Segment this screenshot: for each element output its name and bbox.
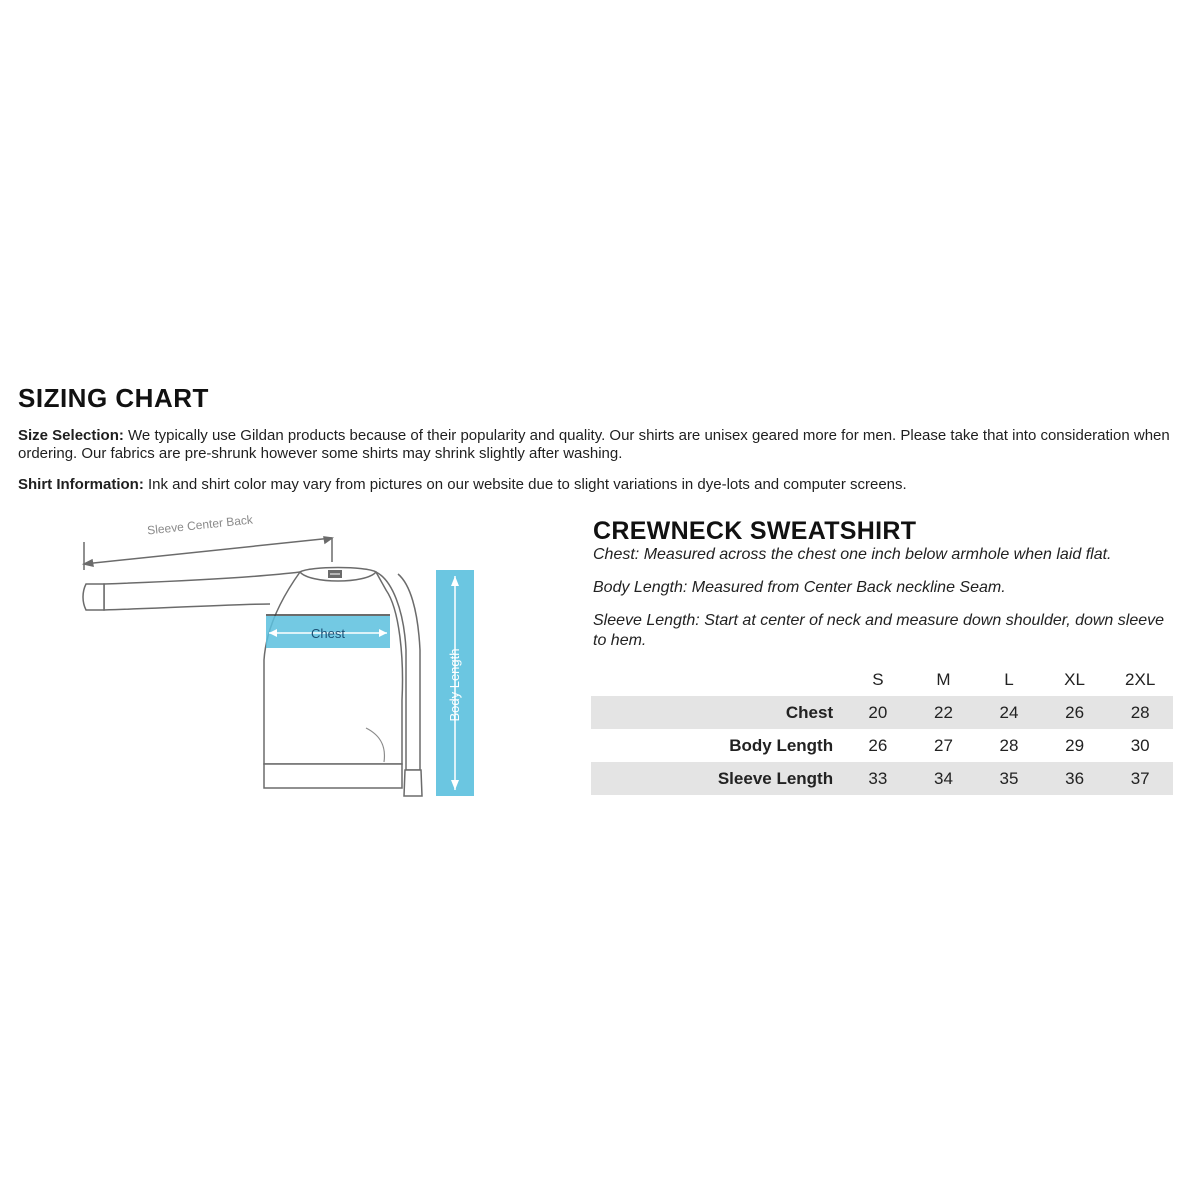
table-row-body-length [591, 729, 1173, 762]
shirt-information-text: Ink and shirt color may vary from pictures on our website due to slight variations in dye-lots and computer screens. [143, 476, 907, 493]
row-label-chest: Chest [785, 702, 834, 722]
table-cell: 35 [999, 768, 1019, 788]
chest-measure-label: Chest [311, 626, 345, 641]
table-row-chest [591, 696, 1173, 729]
sleeve-length-note: Sleeve Length: Start at center of neck and measure down shoulder, down sleeve to hem. [593, 612, 1165, 649]
header-spacer [591, 664, 845, 696]
sleeve-measure-line [84, 537, 332, 570]
table-cell: 36 [1065, 768, 1085, 788]
table-cell: 29 [1065, 735, 1085, 755]
table-row-sleeve-length [591, 762, 1173, 795]
table-cell: 30 [1130, 735, 1150, 755]
size-selection-text: We typically use Gildan products because of their popularity and quality. Our shirts are unisex geared more for men. Please take that into consideration when ordering. Our fabrics are pre-shrunk however some shirts may shrink slightly after washing. [18, 427, 1170, 462]
size-header-xl: XL [1064, 670, 1085, 689]
size-header-m: M [936, 670, 951, 689]
size-header-2xl: 2XL [1125, 670, 1156, 689]
chest-note: Chest: Measured across the chest one inch below armhole when laid flat. [593, 546, 1112, 563]
row-label-body-length: Body Length [729, 735, 834, 755]
table-cell: 26 [868, 735, 888, 755]
size-table [591, 664, 1173, 795]
table-cell: 22 [933, 702, 953, 722]
table-cell: 27 [933, 735, 953, 755]
size-selection-label: Size Selection: [18, 427, 124, 444]
crewneck-title: CREWNECK SWEATSHIRT [593, 517, 917, 545]
body-length-note: Body Length: Measured from Center Back neckline Seam. [593, 579, 1006, 596]
page-title: SIZING CHART [18, 383, 209, 413]
table-cell: 28 [1130, 702, 1150, 722]
sweatshirt-outline [83, 568, 422, 797]
table-cell: 26 [1065, 702, 1085, 722]
sleeve-measure-label: Sleeve Center Back [146, 512, 254, 538]
neck-label-tag [328, 570, 342, 578]
table-cell: 37 [1130, 768, 1150, 788]
size-header-s: S [872, 670, 884, 689]
body-length-measure-label: Body Length [447, 648, 462, 722]
table-cell: 28 [999, 735, 1019, 755]
size-header-row [591, 664, 1173, 696]
table-cell: 24 [999, 702, 1019, 722]
shirt-information-paragraph [18, 476, 1183, 494]
size-selection-paragraph [18, 427, 1183, 463]
shirt-information-label: Shirt Information: [18, 476, 144, 493]
table-cell: 34 [933, 768, 953, 788]
row-label-sleeve-length: Sleeve Length [717, 768, 834, 788]
sweatshirt-diagram [70, 500, 510, 810]
table-cell: 20 [868, 702, 888, 722]
table-cell: 33 [868, 768, 888, 788]
size-header-l: L [1004, 670, 1014, 689]
